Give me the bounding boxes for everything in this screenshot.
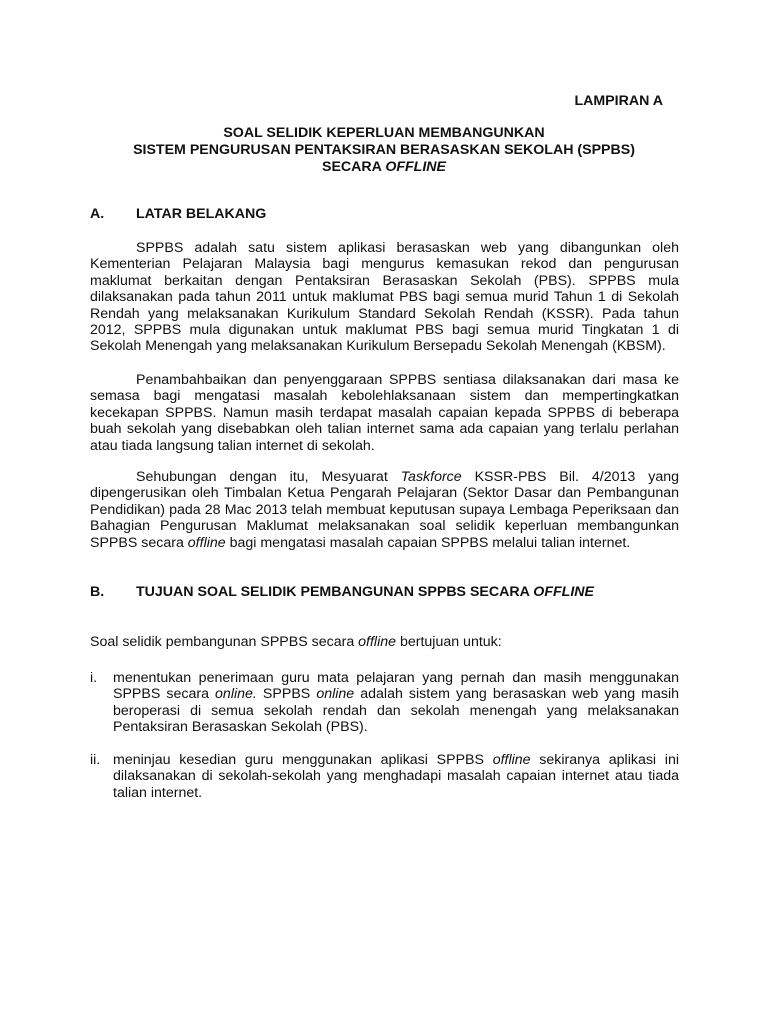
item-i-b: online. xyxy=(215,686,257,703)
appendix-label: LAMPIRAN A xyxy=(574,93,663,109)
section-a-heading xyxy=(90,206,266,222)
section-a-paragraph-3 xyxy=(90,469,679,551)
document-title xyxy=(0,125,768,176)
list-item-text xyxy=(113,752,679,801)
p3-text-c: KSSR-PBS Bil. 4/2013 yang dipengerusikan oleh Timbalan Ketua Pengarah Pelajaran (Sektor Dasar dan Pembangunan Pendidikan) pada 28 Mac 2013 telah membuat keputusan supaya Lembaga Peperiksaan dan Bahagian Pengurusan Maklumat melaksanakan soal selidik keperluan membangunkan SPPBS secara xyxy=(90,469,679,551)
item-i-d: online xyxy=(316,686,355,703)
section-b-heading xyxy=(90,584,594,600)
section-b-title-prefix: TUJUAN SOAL SELIDIK PEMBANGUNAN SPPBS SECARA xyxy=(136,584,534,600)
p3-italic-taskforce: Taskforce xyxy=(400,469,462,485)
item-i-e: adalah sistem yang berasaskan web yang masih beroperasi di semua sekolah rendah dan sekolah menengah yang melaksanakan Pentaksiran Berasaskan Sekolah (PBS). xyxy=(113,686,679,736)
title-line-1: SOAL SELIDIK KEPERLUAN MEMBANGUNKAN xyxy=(223,125,545,141)
title-line-3 xyxy=(0,159,768,176)
intro-italic: offline xyxy=(358,634,397,650)
list-item-number: ii. xyxy=(90,752,101,768)
p3-text-e: bagi mengatasi masalah capaian SPPBS melalui talian internet. xyxy=(225,534,631,551)
section-b-intro xyxy=(90,634,679,650)
intro-text-a: Soal selidik pembangunan SPPBS secara xyxy=(90,634,359,650)
section-b-title-italic: OFFLINE xyxy=(533,584,594,600)
item-i-c: SPPBS xyxy=(256,686,317,703)
p3-italic-offline: offline xyxy=(187,534,226,551)
title-line-3-italic: OFFLINE xyxy=(385,159,446,175)
section-a-paragraph-2: Penambahbaikan dan penyenggaraan SPPBS sentiasa dilaksanakan dari masa ke semasa bagi mengatasi masalah kebolehlaksanaan sistem dan mempertingkatkan kecekapan SPPBS. Namun masih terdapat masalah capaian kepada SPPBS di beberapa buah sekolah yang disebabkan oleh talian internet sama ada capaian yang terlalu perlahan atau tiada langsung talian internet di sekolah. xyxy=(90,372,679,454)
section-a-title: LATAR BELAKANG xyxy=(136,206,267,222)
list-item-number: i. xyxy=(90,670,98,686)
section-b-number: B. xyxy=(90,584,105,600)
title-line-2: SISTEM PENGURUSAN PENTAKSIRAN BERASASKAN SEKOLAH (SPPBS) xyxy=(133,142,635,158)
list-item-ii xyxy=(90,752,679,801)
list-item-i xyxy=(90,670,679,736)
intro-text-c: bertujuan untuk: xyxy=(396,634,502,650)
item-ii-c: sekiranya aplikasi ini dilaksanakan di sekolah-sekolah yang menghadapi masalah capaian internet atau tiada talian internet. xyxy=(113,752,680,801)
item-i-a: menentukan penerimaan guru mata pelajaran yang pernah dan masih menggunakan SPPBS secara xyxy=(113,670,679,703)
section-a-number: A. xyxy=(90,206,105,222)
list-item-text xyxy=(113,670,679,736)
p3-text-a: Sehubungan dengan itu, Mesyuarat xyxy=(136,469,401,485)
title-line-3-prefix: SECARA xyxy=(321,159,386,175)
item-ii-a: meninjau kesedian guru menggunakan aplikasi SPPBS xyxy=(113,752,493,768)
item-ii-b: offline xyxy=(492,752,531,768)
section-a-paragraph-1: SPPBS adalah satu sistem aplikasi berasaskan web yang dibangunkan oleh Kementerian Pelajaran Malaysia bagi mengurus kemasukan rekod dan pengurusan maklumat berkaitan dengan Pentaksiran Berasaskan Sekolah (PBS). SPPBS mula dilaksanakan pada tahun 2011 untuk maklumat PBS bagi semua murid Tahun 1 di Sekolah Rendah yang melaksanakan Kurikulum Standard Sekolah Rendah (KSSR). Pada tahun 2012, SPPBS mula digunakan untuk maklumat PBS bagi semua murid Tingkatan 1 di Sekolah Menengah yang melaksanakan Kurikulum Bersepadu Sekolah Menengah (KBSM). xyxy=(90,240,679,355)
section-b-title xyxy=(136,584,594,600)
